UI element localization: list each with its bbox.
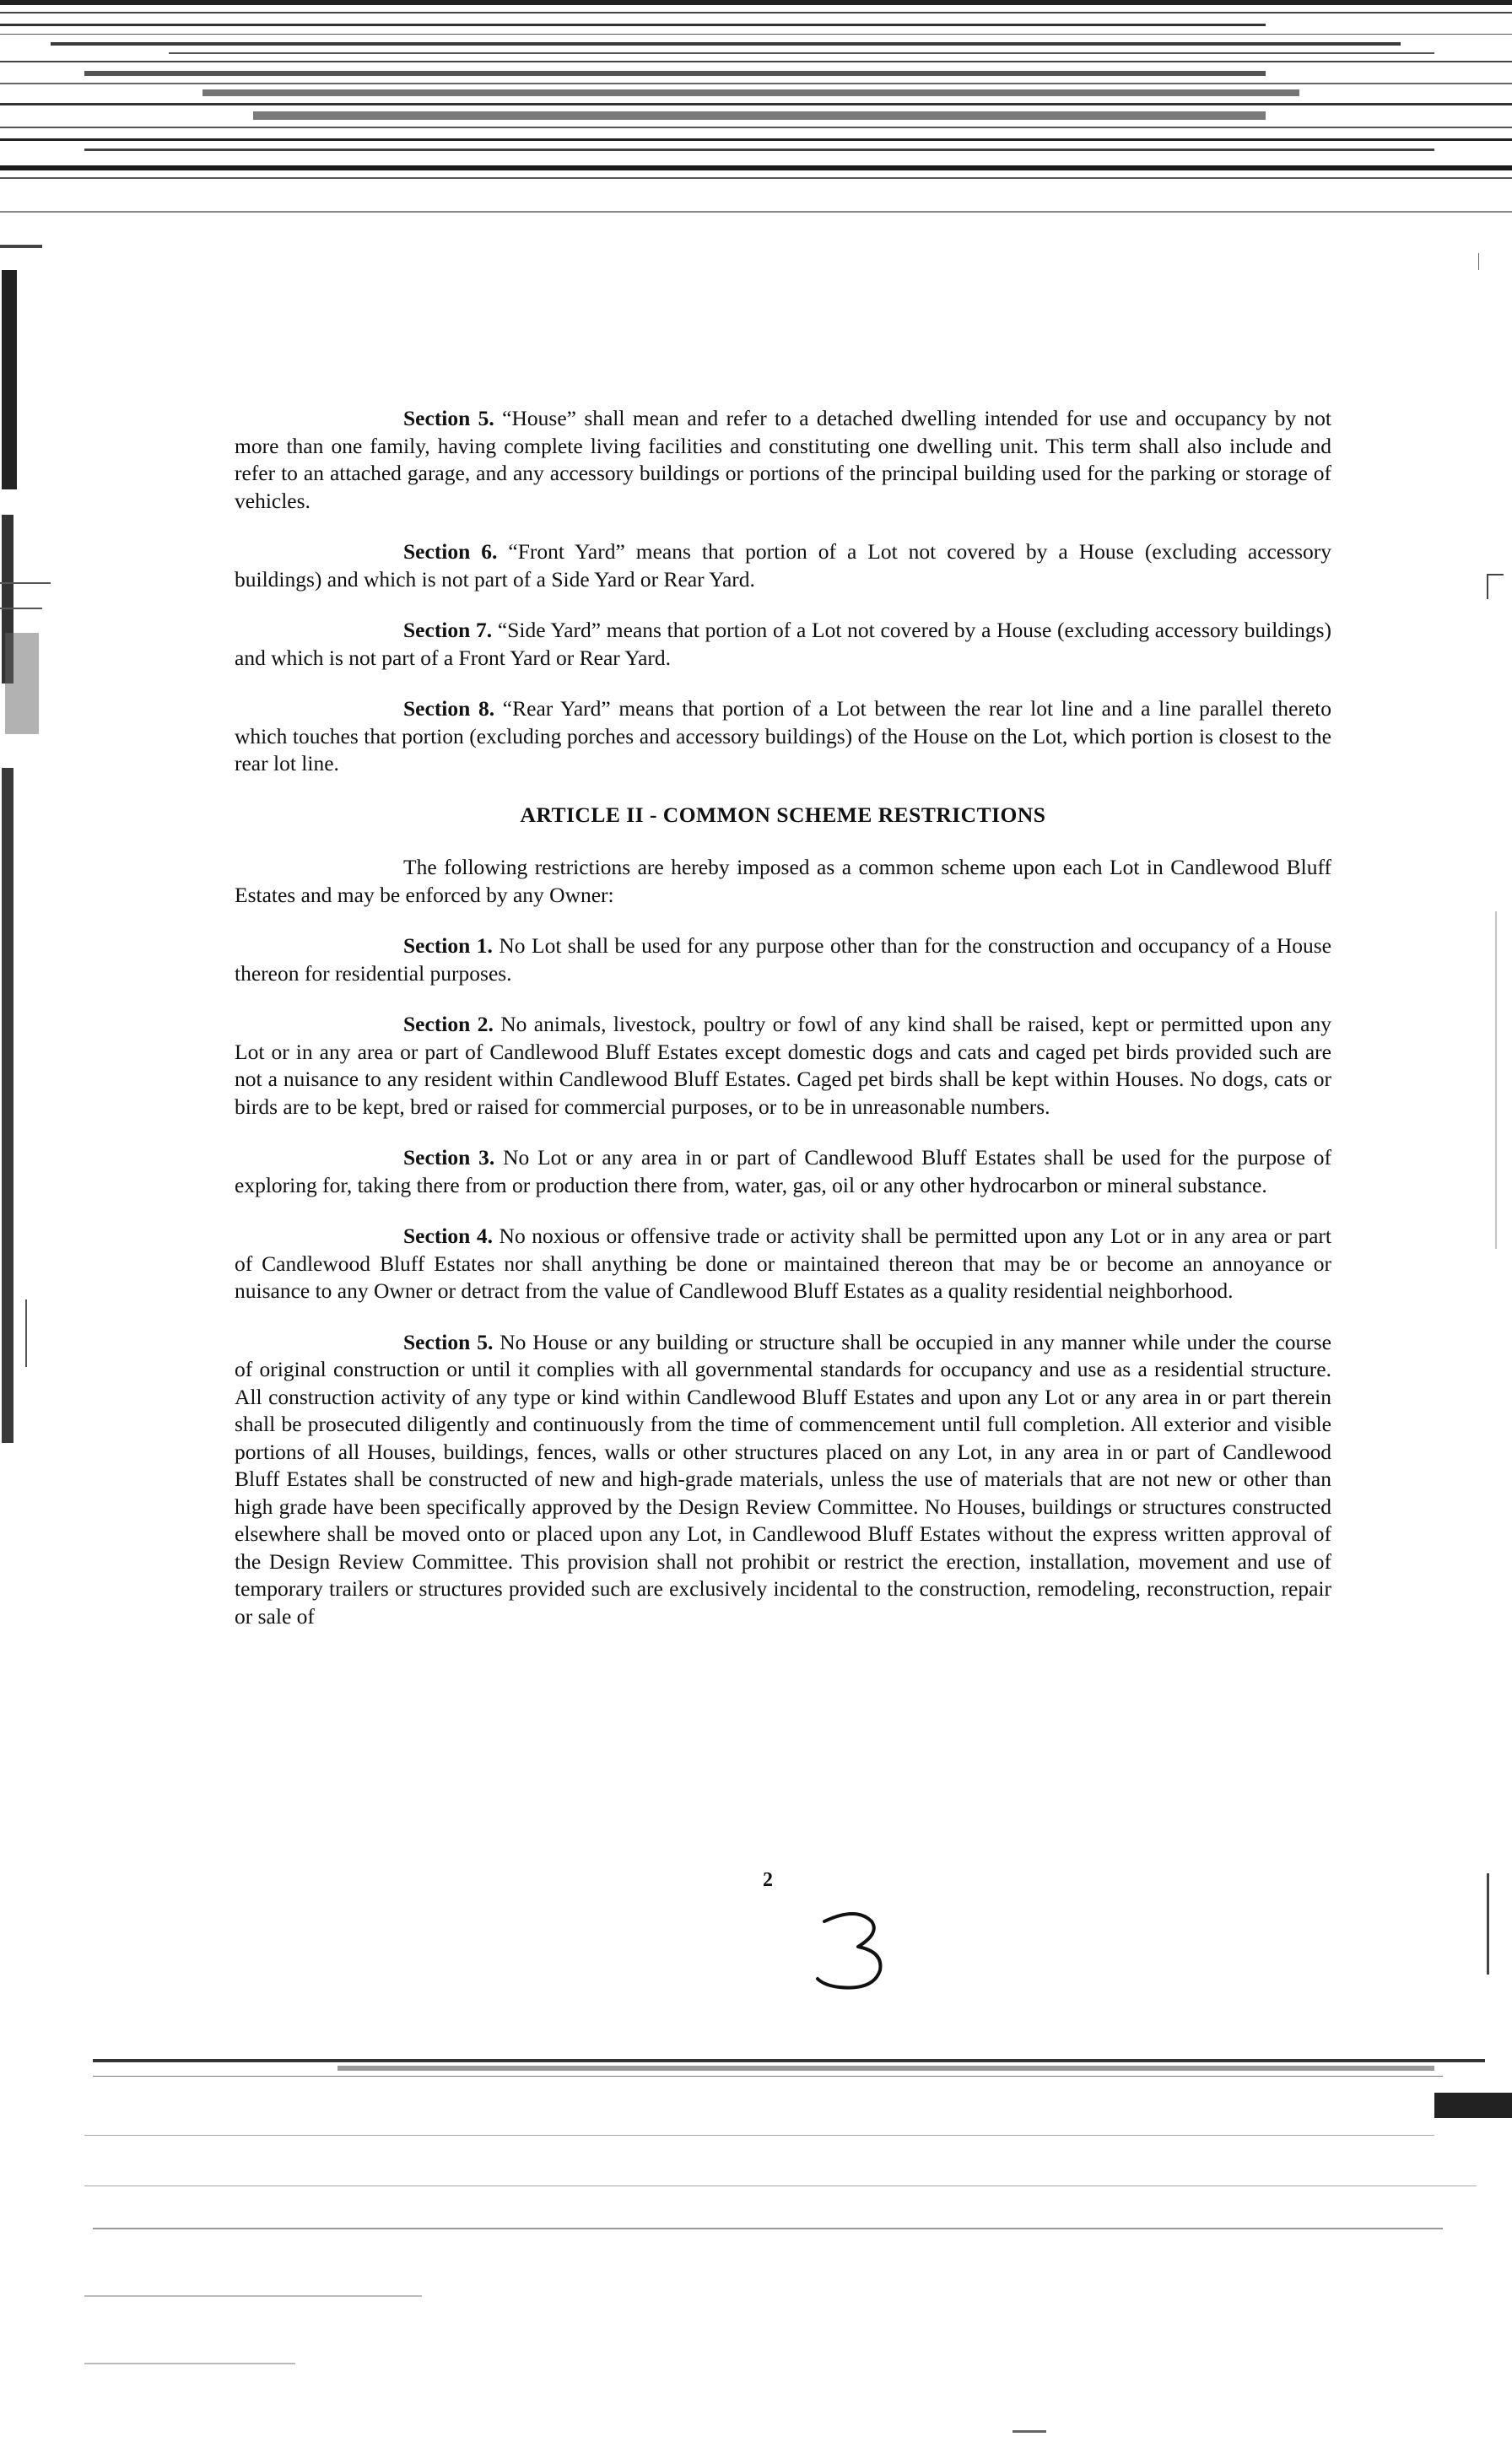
scan-noise-bottom [0, 2059, 1512, 2453]
section-text: “Rear Yard” means that portion of a Lot between the rear lot line and a line parallel thereto which touches that portion (excluding porches and accessory buildings) of the House on the Lot, which portion is closest to the rear lot line. [235, 696, 1331, 775]
article-i-section-7 [235, 617, 1331, 672]
section-label: Section 1. [403, 933, 493, 958]
section-label: Section 4. [403, 1224, 493, 1248]
section-label: Section 8. [403, 696, 495, 721]
scan-noise-right [1461, 253, 1512, 2025]
section-text: No animals, livestock, poultry or fowl of any kind shall be raised, kept or permitted upon any Lot or in any area or part of Candlewood Bluff Estates except domestic dogs and cats and caged pet birds provided such are not a nuisance to any resident within Candlewood Bluff Estates. Caged pet birds shall be kept within Houses. No dogs, cats or birds are to be kept, bred or raised for commercial purposes, or to be in unreasonable numbers. [235, 1012, 1331, 1119]
article-ii-section-2 [235, 1011, 1331, 1121]
section-label: Section 6. [403, 539, 498, 564]
section-text: No Lot shall be used for any purpose other than for the construction and occupancy of a House thereon for residential purposes. [235, 933, 1331, 986]
section-text: No Lot or any area in or part of Candlewood Bluff Estates shall be used for the purpose of exploring for, taking there from or production there from, water, gas, oil or any other hydrocarbon or mineral substance. [235, 1145, 1331, 1197]
section-text: No noxious or offensive trade or activity shall be permitted upon any Lot or in any area or part of Candlewood Bluff Estates nor shall anything be done or maintained thereon that may be or become an annoyance or nuisance to any Owner or detract from the value of Candlewood Bluff Estates as a quality residential neighborhood. [235, 1224, 1331, 1303]
section-text: No House or any building or structure shall be occupied in any manner while under the course of original construction or until it complies with all governmental standards for occupancy and use as a residential structure. All construction activity of any type or kind within Candlewood Bluff Estates and upon any Lot or any area in or part therein shall be prosecuted diligently and continuously from the time of commencement until full completion. All exterior and visible portions of all Houses, buildings, fences, walls or other structures placed on any Lot, in any area in or part of Candlewood Bluff Estates shall be constructed of new and high-grade materials, unless the use of materials that are not new or other than high grade have been specifically approved by the Design Review Committee. No Houses, buildings or structures constructed elsewhere shall be moved onto or placed upon any Lot, in Candlewood Bluff Estates without the express written approval of the Design Review Committee. This provision shall not prohibit or restrict the erection, installation, movement and use of temporary trailers or structures provided such are exclusively incidental to the construction, remodeling, reconstruction, repair or sale of [235, 1329, 1332, 1629]
page-number: 2 [763, 1869, 773, 1891]
article-i-section-8 [235, 695, 1331, 778]
section-text: “House” shall mean and refer to a detached dwelling intended for use and occupancy by not more than one family, having complete living facilities and constituting one dwelling unit. This term shall also include and refer to an attached garage, and any accessory buildings or portions of the principal building used for the parking or storage of vehicles. [235, 406, 1332, 513]
section-text: “Side Yard” means that portion of a Lot not covered by a House (excluding accessory buildings) and which is not part of a Front Yard or Rear Yard. [235, 618, 1332, 670]
section-label: Section 2. [403, 1012, 494, 1036]
scan-noise-top [0, 0, 1512, 228]
scan-noise-left [0, 245, 68, 1510]
handwritten-page-number-3 [806, 1903, 899, 1996]
article-ii-section-3 [235, 1144, 1331, 1199]
document-body [235, 405, 1331, 1654]
article-ii-section-1 [235, 932, 1331, 987]
article-heading: ARTICLE II - COMMON SCHEME RESTRICTIONS [520, 802, 1046, 827]
section-label: Section 5. [403, 406, 494, 430]
section-label: Section 7. [403, 618, 493, 642]
article-ii-section-4 [235, 1223, 1331, 1305]
section-label: Section 5. [403, 1329, 494, 1354]
section-text: “Front Yard” means that portion of a Lot not covered by a House (excluding accessory buildings) and which is not part of a Side Yard or Rear Yard. [235, 539, 1331, 592]
article-i-section-6 [235, 538, 1331, 593]
section-label: Section 3. [403, 1145, 495, 1170]
article-i-section-5 [235, 405, 1331, 515]
article-ii-section-5 [235, 1329, 1331, 1631]
article-intro: The following restrictions are hereby imposed as a common scheme upon each Lot in Candlewood Bluff Estates and may be enforced by any Owner: [235, 855, 1331, 907]
